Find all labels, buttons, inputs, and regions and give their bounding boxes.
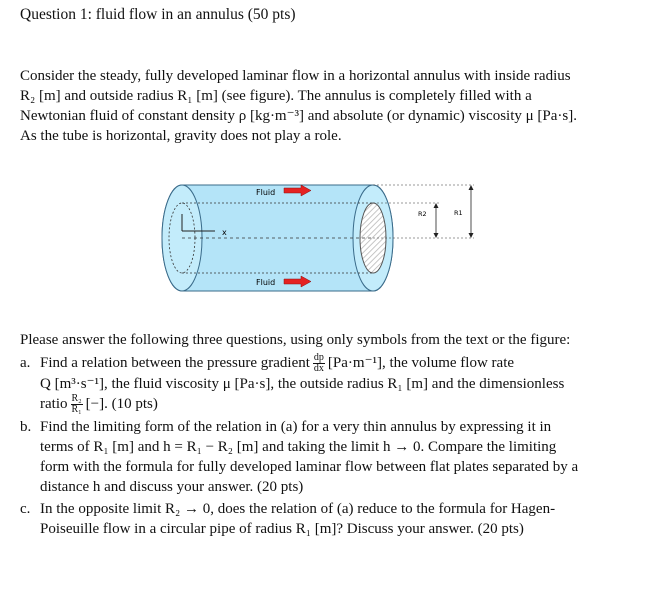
fraction-denominator: dx: [313, 363, 324, 375]
question-a-line: [40, 394, 620, 415]
question-a-label: a.: [20, 355, 31, 371]
intro-line: Newtonian fluid of constant density ρ [kg·m⁻³] and absolute (or dynamic) viscosity μ [Pa·s].: [20, 108, 577, 124]
question-a-text: [−]. (10 pts): [85, 396, 158, 413]
question-b-line: form with the formula for fully developed laminar flow between flat plates separated by a: [40, 459, 579, 476]
question-a-line: [40, 353, 620, 374]
fluid-label-top: Fluid: [256, 188, 276, 197]
question-a: [20, 353, 620, 415]
r2-label: R2: [418, 210, 427, 218]
question-c: [20, 499, 620, 539]
fraction-numerator: dp: [313, 352, 324, 364]
question-b: [20, 417, 620, 497]
question-a-text: ratio: [40, 396, 68, 413]
question-b-line: Find the limiting form of the relation in (a) for a very thin annulus by expressing it in: [40, 419, 552, 436]
fraction-numerator: R₂: [71, 393, 82, 405]
intro-paragraph: [20, 66, 615, 146]
radius-ratio-fraction: [71, 394, 83, 415]
question-b-label: b.: [20, 419, 32, 436]
intro-line: As the tube is horizontal, gravity does not play a role.: [20, 128, 342, 144]
fraction-denominator: R₁: [71, 404, 82, 416]
x-axis-label: x: [222, 228, 227, 237]
question-b-line: distance h and discuss your answer. (20 pts): [40, 479, 304, 496]
fluid-label-bottom: Fluid: [256, 278, 276, 287]
question-c-line: Poiseuille flow in a circular pipe of radius R₁ [m]? Discuss your answer. (20 pts): [40, 521, 524, 538]
question-a-text: Find a relation between the pressure gradient: [40, 355, 310, 371]
question-a-line: Q [m³·s⁻¹], the fluid viscosity μ [Pa·s], the outside radius R₁ [m] and the dimensionless: [40, 376, 565, 393]
questions-section: [20, 330, 620, 541]
question-b-line: terms of R₁ [m] and h = R₁ − R₂ [m] and taking the limit h → 0. Compare the limiting: [40, 439, 557, 456]
intro-line: Consider the steady, fully developed laminar flow in a horizontal annulus with inside radius: [20, 68, 571, 84]
intro-line: R₂ [m] and outside radius R₁ [m] (see figure). The annulus is completely filled with a: [20, 88, 532, 104]
question-c-label: c.: [20, 501, 31, 518]
questions-lead: Please answer the following three questions, using only symbols from the text or the figure:: [20, 332, 571, 348]
question-c-line: In the opposite limit R₂ → 0, does the relation of (a) reduce to the formula for Hagen-: [40, 501, 556, 518]
question-title: Question 1: fluid flow in an annulus (50 pts): [20, 6, 296, 23]
r1-label: R1: [454, 209, 463, 217]
pressure-gradient-fraction: [313, 353, 325, 374]
question-a-text: [Pa·m⁻¹], the volume flow rate: [327, 355, 515, 371]
annulus-figure: [160, 178, 490, 293]
